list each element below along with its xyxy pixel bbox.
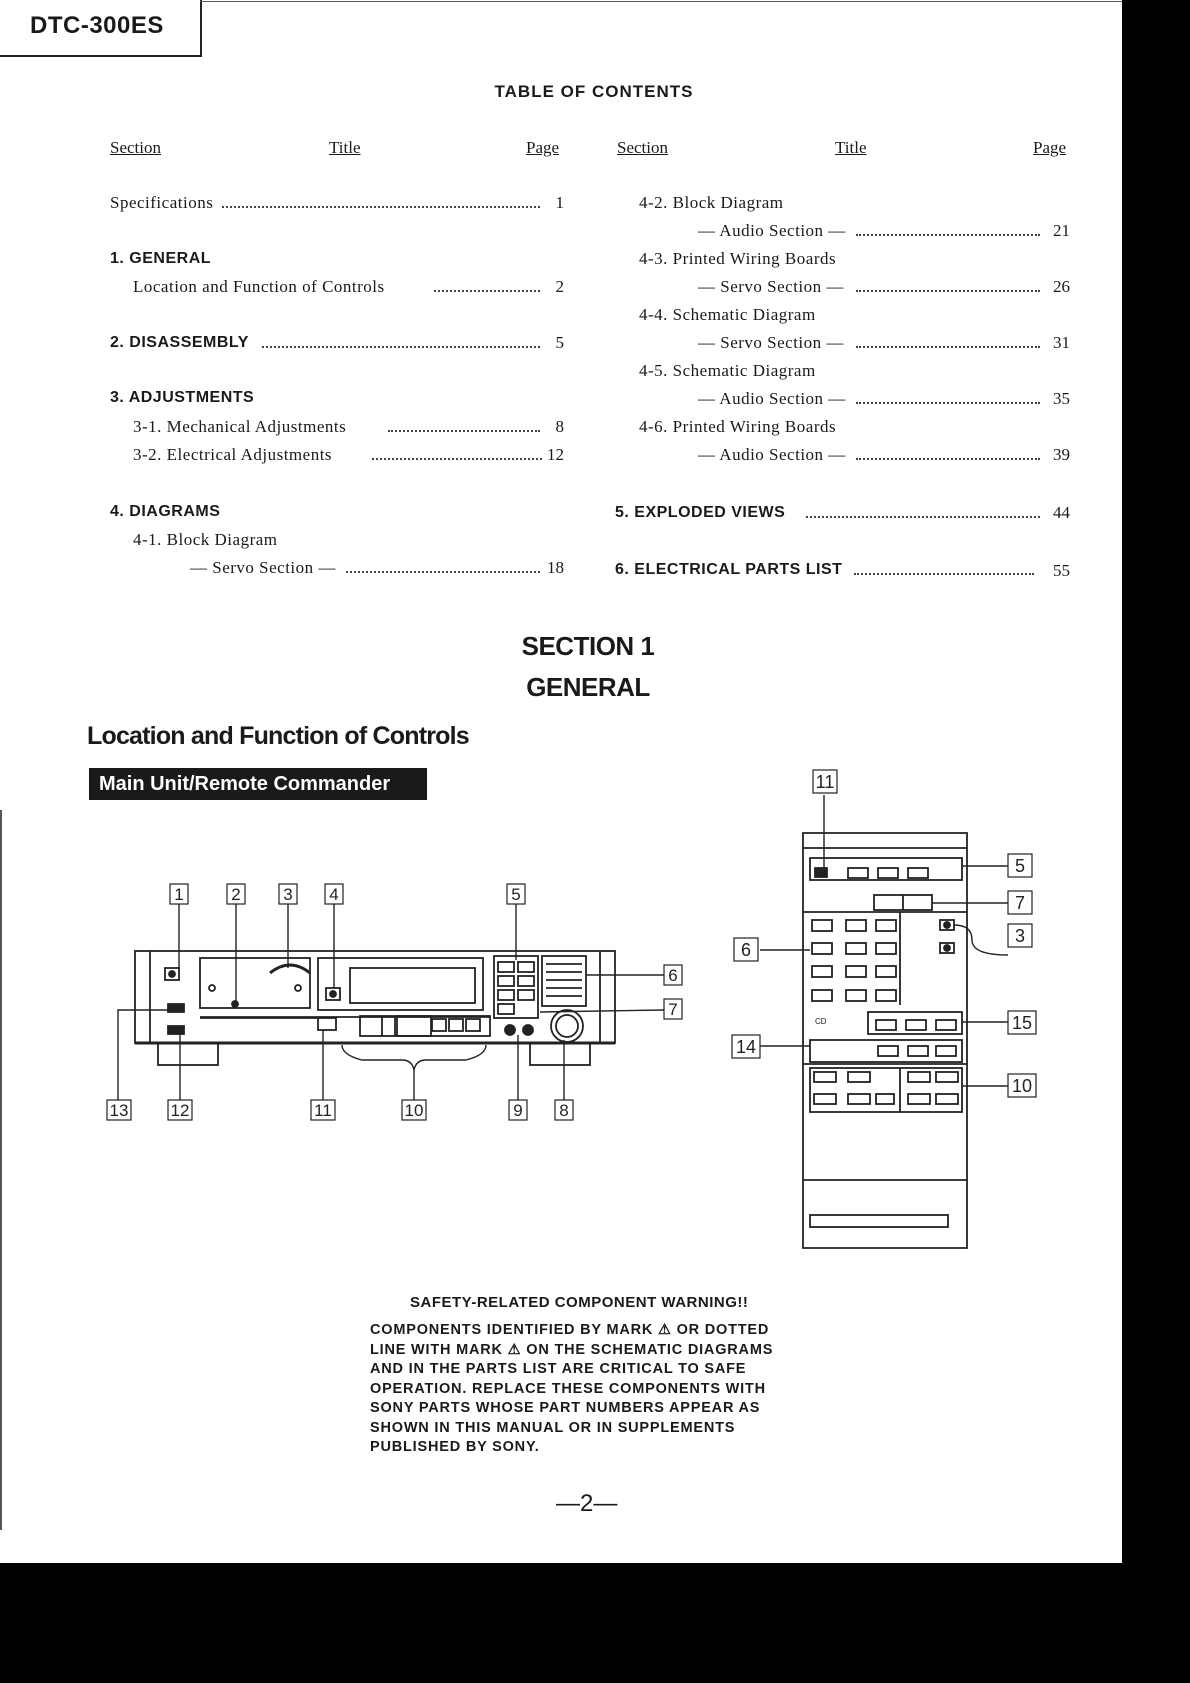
callout-12: 12 bbox=[170, 1101, 190, 1120]
remote-callout-10: 10 bbox=[1011, 1076, 1033, 1096]
warning-text: COMPONENTS IDENTIFIED BY MARK ⚠ OR DOTTED LINE WITH MARK ⚠ ON THE SCHEMATIC DIAGRAMS AND IN THE PARTS LIST ARE CRITICAL TO SAFE OPERATION. REPLACE THESE COMPONENTS WITH SONY PARTS WHOSE PART NUMBERS APPEAR AS SHOWN IN THIS MANUAL OR IN SUPPLEMENTS PUBLISHED BY SONY. bbox=[370, 1322, 774, 1455]
callout-6: 6 bbox=[668, 966, 678, 985]
remote-callout-14: 14 bbox=[735, 1037, 757, 1057]
toc-entry[interactable]: — Servo Section — bbox=[190, 558, 336, 577]
callout-label bbox=[1008, 854, 1032, 877]
callout-5: 5 bbox=[511, 885, 521, 904]
toc-chapter[interactable]: 5. EXPLODED VIEWS bbox=[615, 504, 786, 521]
callout-9: 9 bbox=[513, 1101, 523, 1120]
toc-page: 55 bbox=[1053, 561, 1070, 580]
callout-label bbox=[279, 884, 297, 904]
callout-label bbox=[507, 884, 525, 904]
toc-page: 8 bbox=[555, 417, 564, 436]
callout-label bbox=[664, 965, 682, 985]
toc-entry[interactable]: 4-1. Block Diagram bbox=[133, 530, 278, 549]
toc-page: 18 bbox=[547, 558, 564, 577]
toc-page: 12 bbox=[547, 445, 564, 464]
callout-label bbox=[402, 1100, 426, 1120]
callout-label bbox=[509, 1100, 527, 1120]
toc-entry[interactable]: 4-3. Printed Wiring Boards bbox=[639, 249, 837, 268]
toc-entry[interactable]: 4-6. Printed Wiring Boards bbox=[639, 417, 837, 436]
remote-cd-label: CD bbox=[815, 1017, 827, 1026]
toc-left-page-header: Page bbox=[526, 138, 560, 157]
toc-page: 21 bbox=[1053, 221, 1070, 240]
unit-banner: Main Unit/Remote Commander bbox=[89, 768, 427, 800]
toc-entry[interactable]: — Servo Section — bbox=[698, 277, 844, 296]
toc-chapter[interactable]: 3. ADJUSTMENTS bbox=[110, 389, 255, 406]
callout-label bbox=[1008, 1074, 1036, 1097]
remote-callout-5: 5 bbox=[1014, 856, 1026, 876]
toc-page: 44 bbox=[1053, 503, 1070, 522]
callout-label bbox=[555, 1100, 573, 1120]
toc-left-title-header: Title bbox=[329, 138, 361, 157]
toc-page: 5 bbox=[555, 333, 564, 352]
toc-page: 1 bbox=[555, 193, 564, 212]
remote-callout-7: 7 bbox=[1014, 893, 1026, 913]
toc-page: 2 bbox=[555, 277, 564, 296]
toc-entry[interactable]: 4-4. Schematic Diagram bbox=[639, 305, 816, 324]
toc-entry[interactable]: 3-2. Electrical Adjustments bbox=[133, 445, 333, 464]
main-callout-labels bbox=[107, 884, 682, 1120]
toc-right-section-header: Section bbox=[617, 138, 668, 157]
toc-entry[interactable]: — Audio Section — bbox=[698, 445, 846, 464]
callout-label bbox=[732, 1035, 760, 1058]
toc-chapter[interactable]: 1. GENERAL bbox=[110, 250, 212, 267]
callout-4: 4 bbox=[329, 885, 339, 904]
remote-callout-3: 3 bbox=[1014, 926, 1026, 946]
callout-13: 13 bbox=[109, 1101, 129, 1120]
remote-callout-labels bbox=[732, 770, 1036, 1097]
callout-label bbox=[227, 884, 245, 904]
callout-label bbox=[1008, 924, 1032, 947]
remote-drawing bbox=[803, 833, 967, 1248]
toc-chapter[interactable]: 6. ELECTRICAL PARTS LIST bbox=[615, 561, 843, 578]
callout-label bbox=[734, 938, 758, 961]
toc-entry[interactable]: Specifications bbox=[110, 193, 214, 212]
callout-label bbox=[170, 884, 188, 904]
toc-entry[interactable]: 4-5. Schematic Diagram bbox=[639, 361, 816, 380]
callout-label bbox=[311, 1100, 335, 1120]
toc-chapter[interactable]: 4. DIAGRAMS bbox=[110, 503, 221, 520]
section-name: GENERAL bbox=[526, 672, 650, 702]
remote-callout-11: 11 bbox=[815, 772, 835, 792]
callout-label bbox=[168, 1100, 192, 1120]
toc-page: 26 bbox=[1053, 277, 1070, 296]
toc-chapter[interactable]: 2. DISASSEMBLY bbox=[110, 334, 249, 351]
callout-label bbox=[325, 884, 343, 904]
callout-label bbox=[813, 770, 837, 793]
toc-title: TABLE OF CONTENTS bbox=[494, 82, 694, 101]
toc-entry[interactable]: — Audio Section — bbox=[698, 221, 846, 240]
callout-1: 1 bbox=[174, 885, 184, 904]
section-number: SECTION 1 bbox=[521, 631, 655, 661]
toc-page: 39 bbox=[1053, 445, 1070, 464]
toc-page: 35 bbox=[1053, 389, 1070, 408]
toc-right-page-header: Page bbox=[1033, 138, 1067, 157]
callout-10: 10 bbox=[404, 1101, 424, 1120]
remote-callout-lines bbox=[760, 795, 1008, 1086]
warning-title: SAFETY-RELATED COMPONENT WARNING!! bbox=[410, 1294, 749, 1311]
main-unit-drawing bbox=[135, 951, 615, 1065]
location-title: Location and Function of Controls bbox=[87, 722, 469, 750]
toc-entry[interactable]: 4-2. Block Diagram bbox=[639, 193, 784, 212]
remote-callout-15: 15 bbox=[1011, 1013, 1033, 1033]
callout-3: 3 bbox=[283, 885, 293, 904]
callout-2: 2 bbox=[231, 885, 241, 904]
toc-entry[interactable]: Location and Function of Controls bbox=[133, 277, 385, 296]
callout-label bbox=[1008, 1011, 1036, 1034]
page-number: —2— bbox=[556, 1490, 618, 1517]
callout-8: 8 bbox=[559, 1101, 569, 1120]
callout-label bbox=[664, 999, 682, 1019]
model-number: DTC-300ES bbox=[30, 12, 164, 39]
toc-entry[interactable]: — Audio Section — bbox=[698, 389, 846, 408]
toc-entry[interactable]: — Servo Section — bbox=[698, 333, 844, 352]
callout-7: 7 bbox=[668, 1000, 678, 1019]
callout-label bbox=[1008, 891, 1032, 914]
toc-page: 31 bbox=[1053, 333, 1070, 352]
callout-label bbox=[107, 1100, 131, 1120]
toc-right-title-header: Title bbox=[835, 138, 867, 157]
callout-11: 11 bbox=[314, 1101, 332, 1120]
toc-entry[interactable]: 3-1. Mechanical Adjustments bbox=[133, 417, 347, 436]
remote-callout-6: 6 bbox=[740, 940, 752, 960]
toc-left-section-header: Section bbox=[110, 138, 161, 157]
